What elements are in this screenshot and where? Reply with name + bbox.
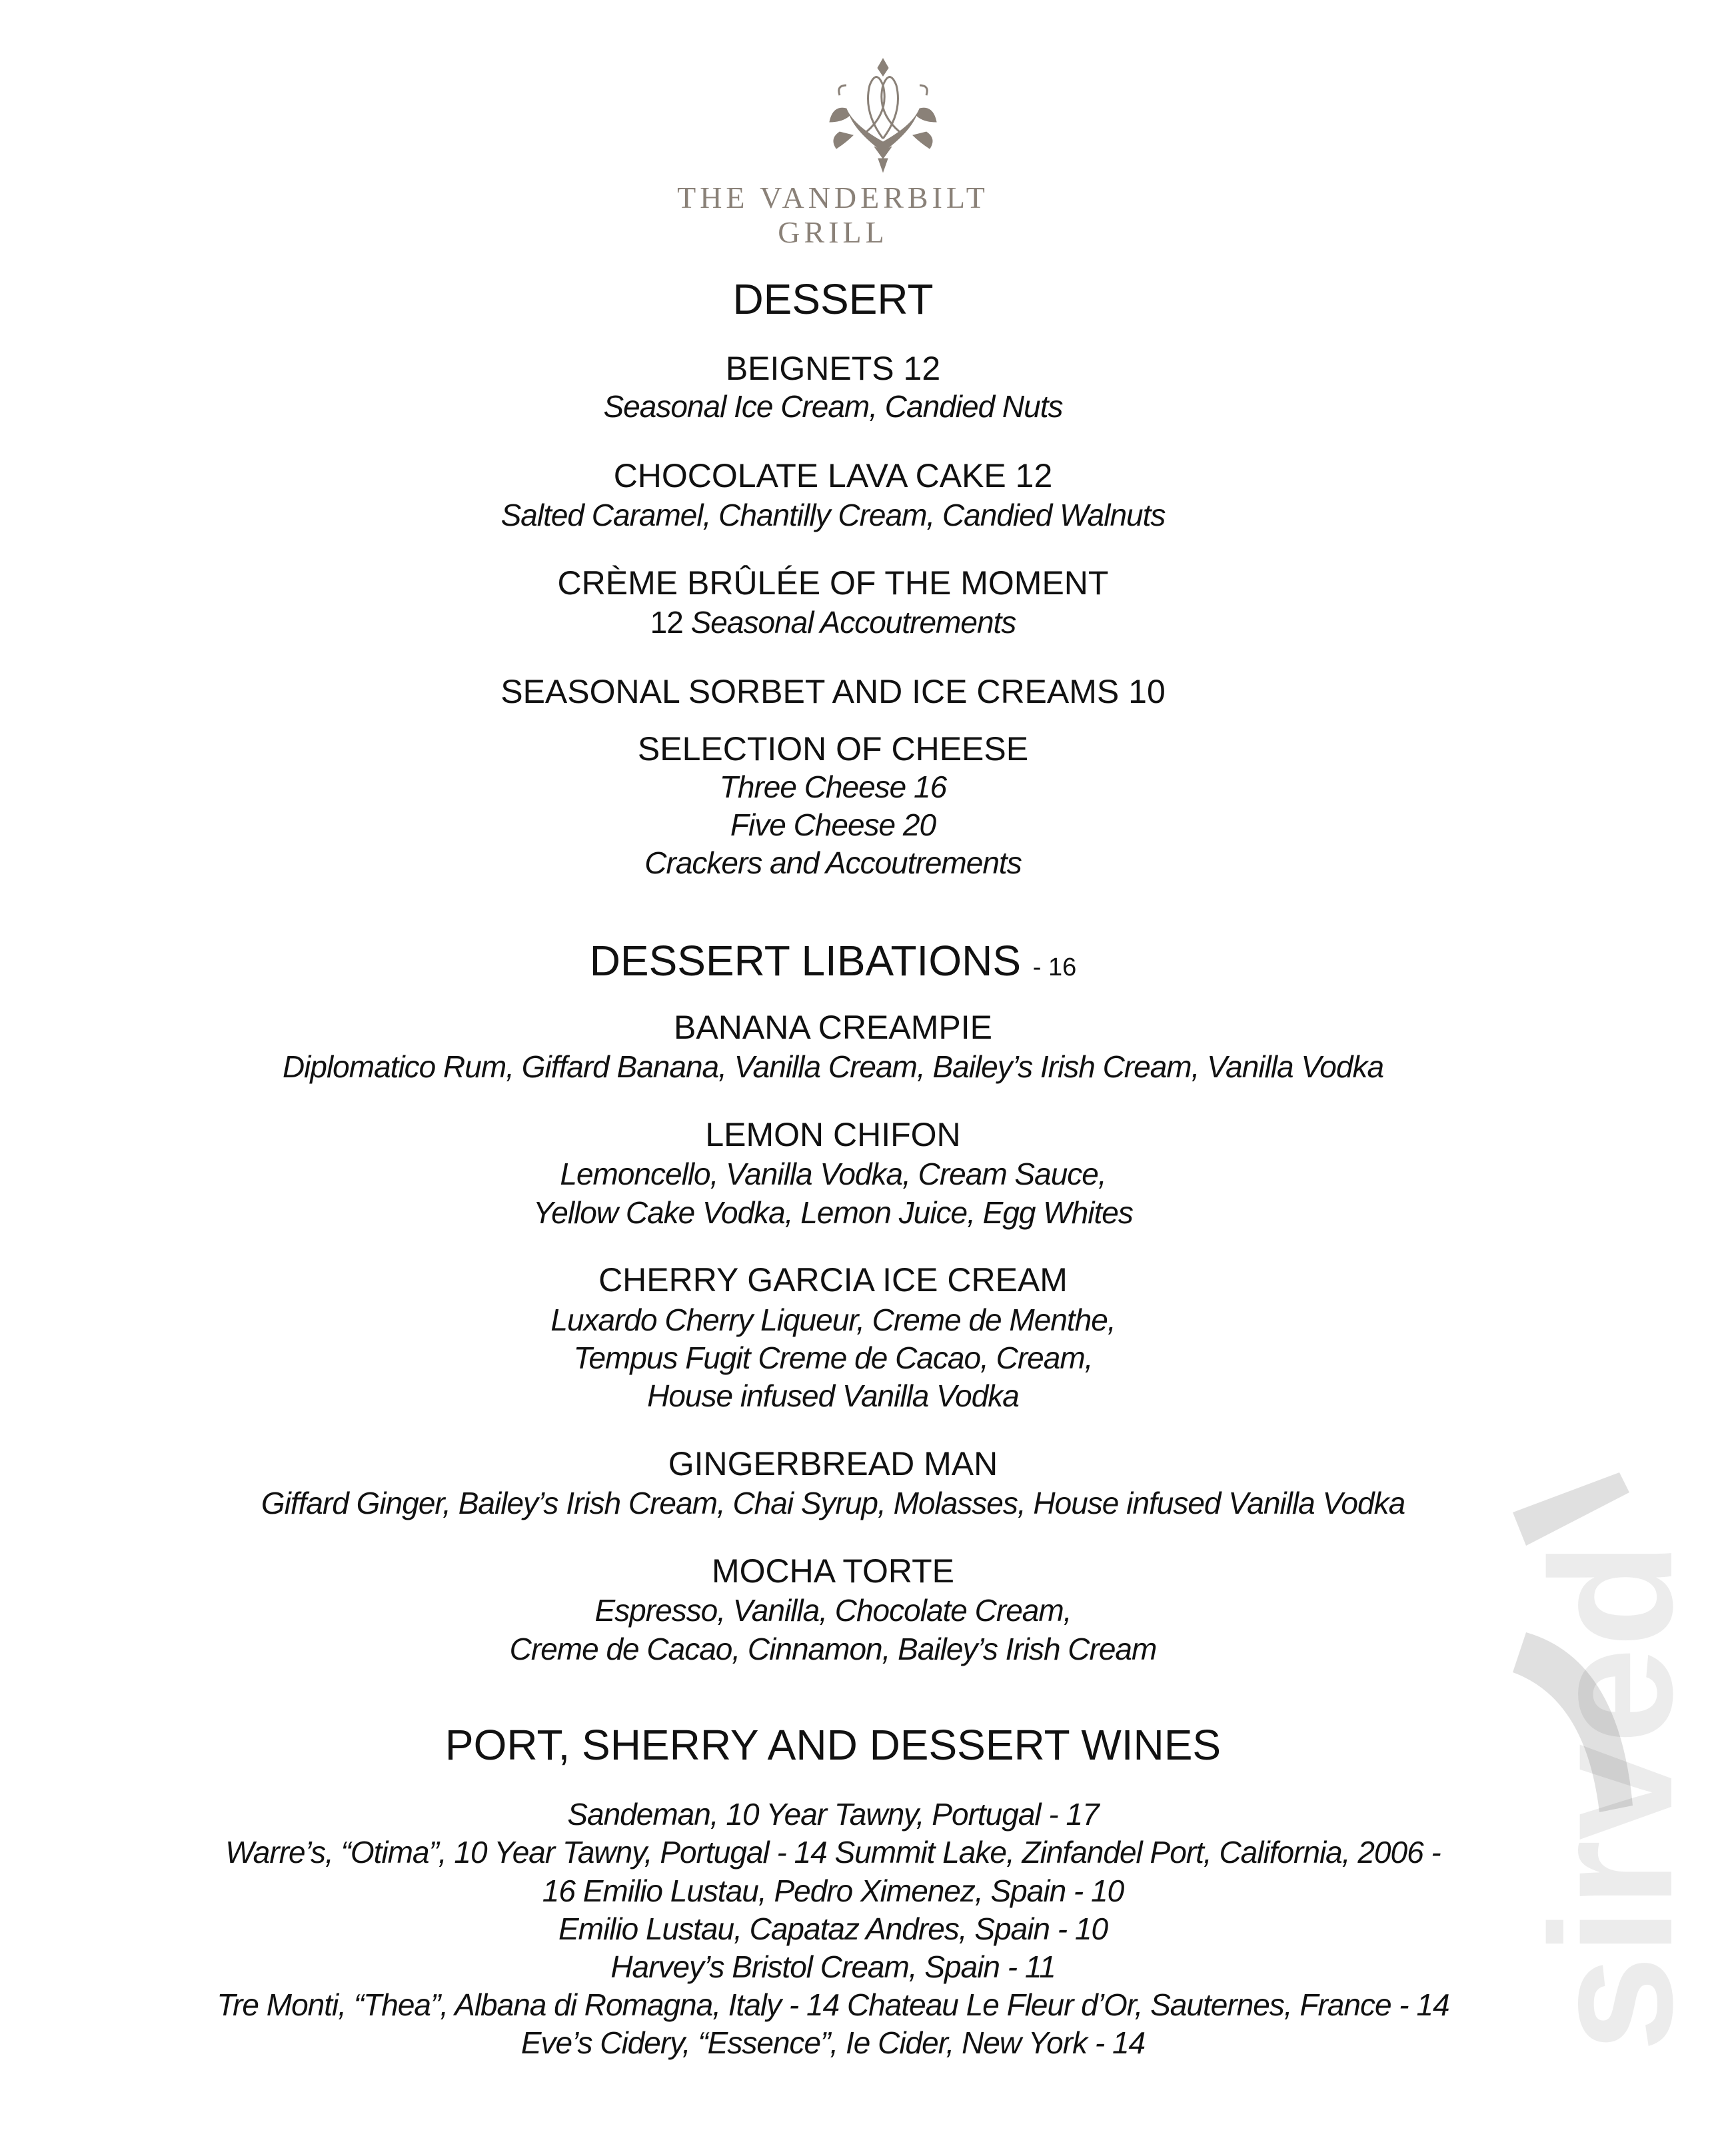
wine-line: Eve’s Cidery, “Essence”, Ie Cider, New York - 14 [520, 2025, 1146, 2060]
wine-line: Warre’s, “Otima”, 10 Year Tawny, Portugal - 14 Summit Lake, Zinfandel Port, California, 2006 - [225, 1835, 1441, 1870]
drink-name: CHERRY GARCIA ICE CREAM [598, 1261, 1068, 1299]
libations-price: - 16 [1032, 953, 1077, 981]
dessert-section-title: DESSERT [732, 275, 934, 323]
menu-item-name: CHOCOLATE LAVA CAKE 12 [613, 457, 1053, 494]
drink-name: BANANA CREAMPIE [674, 1009, 992, 1046]
wine-line: Emilio Lustau, Capataz Andres, Spain - 10 [558, 1911, 1108, 1946]
wines-section-title: PORT, SHERRY AND DESSERT WINES [444, 1721, 1222, 1769]
libations-title-text: DESSERT LIBATIONS [589, 937, 1022, 985]
menu-item-description: Five Cheese 20 [730, 808, 936, 842]
drink-description: Lemoncello, Vanilla Vodka, Cream Sauce, [560, 1157, 1106, 1191]
wine-line: Tre Monti, “Thea”, Albana di Romagna, Italy - 14 Chateau Le Fleur d’Or, Sauternes, France - 14 [217, 1987, 1449, 2022]
drink-description: Giffard Ginger, Bailey’s Irish Cream, Chai Syrup, Molasses, House infused Vanilla Vodka [261, 1486, 1405, 1520]
menu-item-price: 12 [650, 605, 683, 640]
drink-description: House infused Vanilla Vodka [647, 1378, 1019, 1413]
menu-item-name: CRÈME BRÛLÉE OF THE MOMENT [557, 564, 1109, 602]
drink-description: Creme de Cacao, Cinnamon, Bailey’s Irish Cream [509, 1632, 1157, 1666]
menu-item-description: Three Cheese 16 [719, 770, 947, 804]
menu-item-name: SELECTION OF CHEESE [637, 730, 1029, 768]
wine-line: 16 Emilio Lustau, Pedro Ximenez, Spain - 10 [542, 1874, 1124, 1908]
menu-item-name: SEASONAL SORBET AND ICE CREAMS 10 [500, 673, 1166, 710]
drink-name: LEMON CHIFON [705, 1116, 961, 1153]
drink-description: Diplomatico Rum, Giffard Banana, Vanilla Cream, Bailey’s Irish Cream, Vanilla Vodka [282, 1049, 1384, 1084]
wine-line: Harvey’s Bristol Cream, Spain - 11 [610, 1949, 1056, 1984]
menu-item-description: Seasonal Ice Cream, Candied Nuts [603, 389, 1063, 424]
libations-section-title [0, 934, 1666, 987]
drink-description: Yellow Cake Vodka, Lemon Juice, Egg Whites [533, 1195, 1133, 1230]
restaurant-name-line2: GRILL [778, 215, 888, 249]
menu-item-description [0, 602, 1666, 642]
drink-name: MOCHA TORTE [712, 1552, 954, 1590]
menu-item-description-text: Seasonal Accoutrements [690, 605, 1016, 640]
menu-item-description: Crackers and Accoutrements [644, 845, 1022, 880]
menu-item-name: BEIGNETS 12 [725, 350, 941, 387]
wine-line: Sandeman, 10 Year Tawny, Portugal - 17 [567, 1797, 1099, 1832]
menu-item-description: Salted Caramel, Chantilly Cream, Candied Walnuts [500, 498, 1166, 532]
drink-name: GINGERBREAD MAN [668, 1445, 998, 1482]
drink-description: Espresso, Vanilla, Chocolate Cream, [594, 1593, 1072, 1628]
vanderbilt-crest-logo [826, 59, 940, 179]
restaurant-name-line1: THE VANDERBILT [677, 181, 989, 215]
drink-description: Luxardo Cherry Liqueur, Creme de Menthe, [550, 1303, 1116, 1337]
sirved-watermark: sirved [1515, 1541, 1709, 2052]
drink-description: Tempus Fugit Creme de Cacao, Cream, [573, 1341, 1093, 1375]
